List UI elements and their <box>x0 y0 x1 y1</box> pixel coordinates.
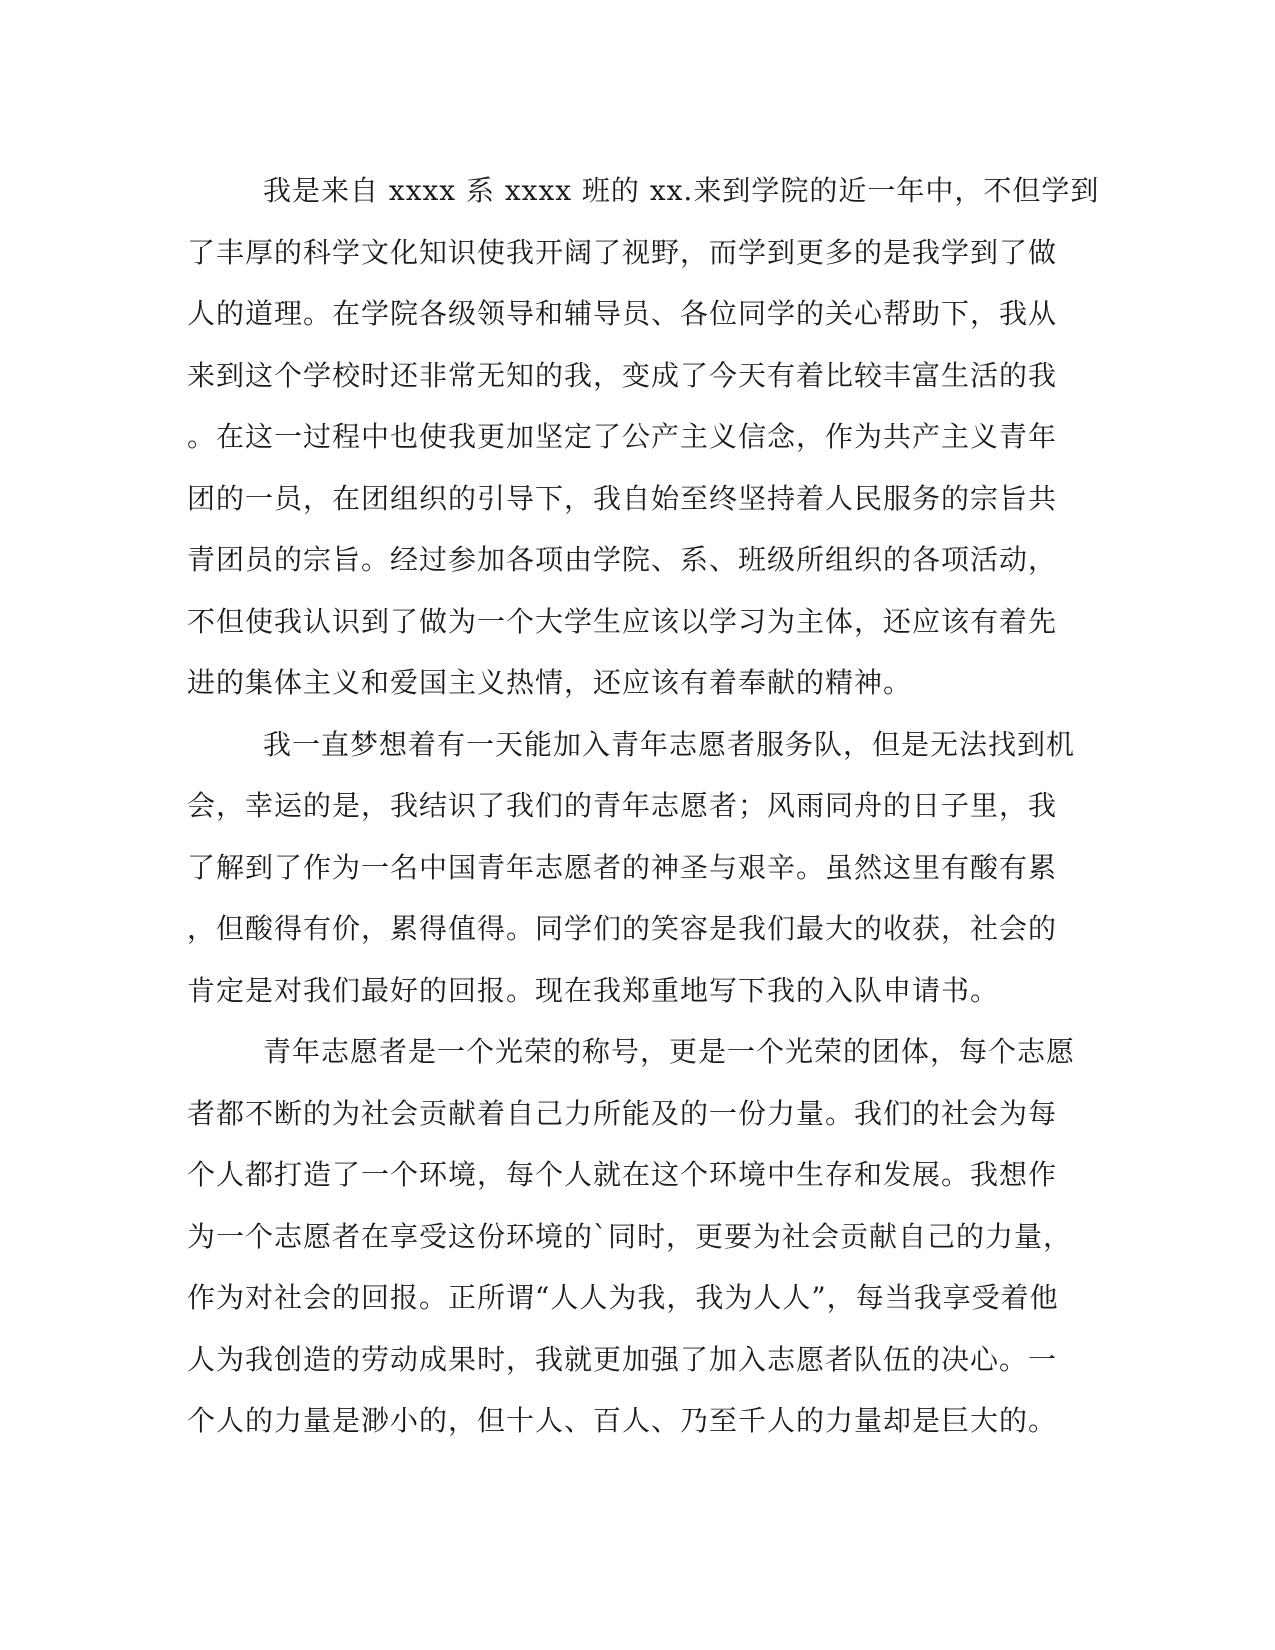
paragraph-1-line-7: 青团员的宗旨。经过参加各项由学院、系、班级所组织的各项活动， <box>187 543 1058 576</box>
paragraph-2-line-1: 我一直梦想着有一天能加入青年志愿者服务队，但是无法找到机 <box>263 727 1076 761</box>
paragraph-1-line-1: 我是来自 xxxx 系 xxxx 班的 xx.来到学院的近一年中，不但学到 <box>263 174 1100 207</box>
paragraph-1-line-6: 团的一员，在团组织的引导下，我自始至终坚持着人民服务的宗旨共 <box>187 481 1058 515</box>
paragraph-3-line-1: 青年志愿者是一个光荣的称号，更是一个光荣的团体，每个志愿 <box>263 1035 1076 1068</box>
paragraph-3-line-5: 作为对社会的回报。正所谓“人人为我，我为人人”，每当我享受着他 <box>187 1281 1059 1314</box>
paragraph-3-line-2: 者都不断的为社会贡献着自己力所能及的一份力量。我们的社会为每 <box>187 1096 1058 1130</box>
paragraph-3-line-6: 人为我创造的劳动成果时，我就更加强了加入志愿者队伍的决心。一 <box>187 1342 1058 1376</box>
paragraph-2-line-3: 了解到了作为一名中国青年志愿者的神圣与艰辛。虽然这里有酸有累 <box>187 850 1058 884</box>
paragraph-3-line-3: 个人都打造了一个环境，每个人就在这个环境中生存和发展。我想作 <box>187 1158 1058 1191</box>
paragraph-1-line-2: 了丰厚的科学文化知识使我开阔了视野，而学到更多的是我学到了做 <box>187 235 1058 269</box>
paragraph-1-line-4: 来到这个学校时还非常无知的我，变成了今天有着比较丰富生活的我 <box>187 358 1058 392</box>
paragraph-1-line-5: 。在这一过程中也使我更加坚定了公产主义信念，作为共产主义青年 <box>187 420 1058 453</box>
paragraph-3-line-4: 为一个志愿者在享受这份环境的`同时，更要为社会贡献自己的力量， <box>187 1219 1073 1253</box>
paragraph-1-line-8: 不但使我认识到了做为一个大学生应该以学习为主体，还应该有着先 <box>187 604 1058 638</box>
paragraph-2-line-4: ，但酸得有价，累得值得。同学们的笑容是我们最大的收获，社会的 <box>187 912 1058 945</box>
paragraph-1-line-3: 人的道理。在学院各级领导和辅导员、各位同学的关心帮助下，我从 <box>187 297 1058 330</box>
paragraph-2-line-2: 会，幸运的是，我结识了我们的青年志愿者；风雨同舟的日子里，我 <box>187 789 1058 822</box>
document-body <box>187 160 1100 1452</box>
paragraph-3-line-7: 个人的力量是渺小的，但十人、百人、乃至千人的力量却是巨大的。 <box>187 1404 1058 1437</box>
paragraph-1-line-9: 进的集体主义和爱国主义热情，还应该有着奉献的精神。 <box>187 666 913 699</box>
paragraph-2-line-5: 肯定是对我们最好的回报。现在我郑重地写下我的入队申请书。 <box>187 973 1000 1007</box>
